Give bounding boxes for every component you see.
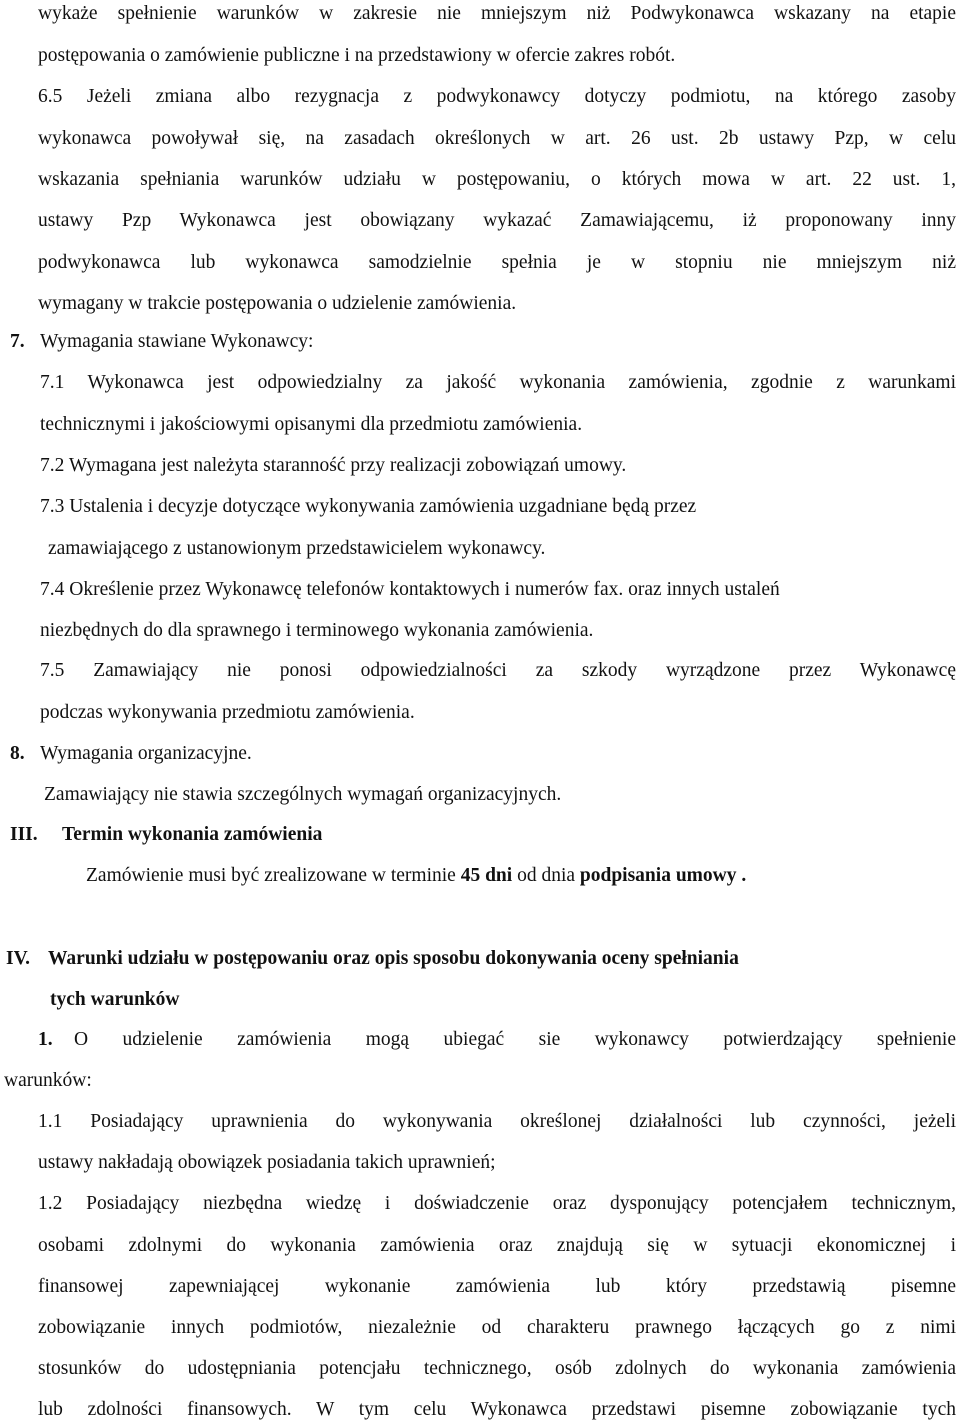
paragraph-6-5-line: podwykonawca lub wykonawca samodzielnie spełnia je w stopniu nie mniejszym niż (38, 252, 956, 273)
paragraph-6-5-line: wykonawca powoływał się, na zasadach określonych w art. 26 ust. 2b ustawy Pzp, w celu (38, 128, 956, 149)
deadline-days: 45 dni (460, 865, 513, 886)
deadline-event: podpisania umowy . (579, 865, 747, 886)
text-line: postępowania o zamówienie publiczne i na przedstawiony w ofercie zakres robót. (38, 45, 676, 66)
paragraph-7-3-line: 7.3 Ustalenia i decyzje dotyczące wykonywania zamówienia uzgadniane będą przez (40, 496, 697, 517)
section-8-body: Zamawiający nie stawia szczególnych wymagań organizacyjnych. (44, 784, 562, 805)
paragraph-7-3-line: zamawiającego z ustanowionym przedstawicielem wykonawcy. (48, 538, 546, 559)
text-line: wykaże spełnienie warunków w zakresie nie mniejszym niż Podwykonawca wskazany na etapie (38, 3, 956, 24)
paragraph-1-2-line: finansowej zapewniającej wykonanie zamówienia lub który przedstawią pisemne (38, 1276, 956, 1297)
paragraph-1-2-line: zobowiązanie innych podmiotów, niezależnie od charakteru prawnego łączących go z nimi (38, 1317, 956, 1338)
paragraph-7-2: 7.2 Wymagana jest należyta staranność przy realizacji zobowiązań umowy. (40, 455, 627, 476)
deadline-text: od dnia (512, 865, 580, 886)
section-IV-title-line: Warunki udziału w postępowaniu oraz opis sposobu dokonywania oceny spełniania (48, 948, 739, 969)
paragraph-7-4-line: niezbędnych do dla sprawnego i terminowego wykonania zamówienia. (40, 620, 594, 641)
section-III-number: III. (10, 824, 38, 845)
section-III-title: Termin wykonania zamówienia (62, 824, 323, 845)
paragraph-IV-1-line: O udzielenie zamówienia mogą ubiegać sie wykonawcy potwierdzający spełnienie (74, 1029, 956, 1050)
deadline-text: Zamówienie musi być zrealizowane w terminie (86, 865, 461, 886)
section-8-number: 8. (10, 743, 25, 764)
section-7-title: Wymagania stawiane Wykonawcy: (40, 331, 314, 352)
paragraph-1-2-line: lub zdolności finansowych. W tym celu Wykonawca przedstawi pisemne zobowiązanie tych (38, 1399, 956, 1420)
paragraph-1-1-line: 1.1 Posiadający uprawnienia do wykonywania określonej działalności lub czynności, jeżeli (38, 1111, 956, 1132)
paragraph-IV-1-number: 1. (38, 1029, 53, 1050)
paragraph-1-2-line: osobami zdolnymi do wykonania zamówienia oraz znajdują się w sytuacji ekonomicznej i (38, 1235, 956, 1256)
paragraph-7-5-line: 7.5 Zamawiający nie ponosi odpowiedzialności za szkody wyrządzone przez Wykonawcę (40, 660, 956, 681)
paragraph-1-1-line: ustawy nakładają obowiązek posiadania takich uprawnień; (38, 1152, 496, 1173)
section-III-body (86, 864, 746, 888)
paragraph-7-1-line: technicznymi i jakościowymi opisanymi dla przedmiotu zamówienia. (40, 414, 583, 435)
paragraph-1-2-line: 1.2 Posiadający niezbędna wiedzę i doświadczenie oraz dysponujący potencjałem technicznym, (38, 1193, 956, 1214)
section-IV-number: IV. (6, 948, 31, 969)
paragraph-1-2-line: stosunków do udostępniania potencjału technicznego, osób zdolnych do wykonania zamówienia (38, 1358, 956, 1379)
paragraph-6-5-line: wskazania spełniania warunków udziału w postępowaniu, o których mowa w art. 22 ust. 1, (38, 169, 956, 190)
section-8-title: Wymagania organizacyjne. (40, 743, 252, 764)
paragraph-6-5-line: ustawy Pzp Wykonawca jest obowiązany wykazać Zamawiającemu, iż proponowany inny (38, 210, 956, 231)
section-IV-title-line: tych warunków (50, 989, 180, 1010)
paragraph-7-1-line: 7.1 Wykonawca jest odpowiedzialny za jakość wykonania zamówienia, zgodnie z warunkami (40, 372, 956, 393)
paragraph-7-4-line: 7.4 Określenie przez Wykonawcę telefonów kontaktowych i numerów fax. oraz innych ustaleń (40, 579, 780, 600)
paragraph-6-5-line: 6.5 Jeżeli zmiana albo rezygnacja z podwykonawcy dotyczy podmiotu, na którego zasoby (38, 86, 956, 107)
paragraph-6-5-line: wymagany w trakcie postępowania o udzielenie zamówienia. (38, 293, 517, 314)
paragraph-IV-1-line: warunków: (4, 1070, 92, 1091)
paragraph-7-5-line: podczas wykonywania przedmiotu zamówienia. (40, 702, 415, 723)
section-7-number: 7. (10, 331, 25, 352)
